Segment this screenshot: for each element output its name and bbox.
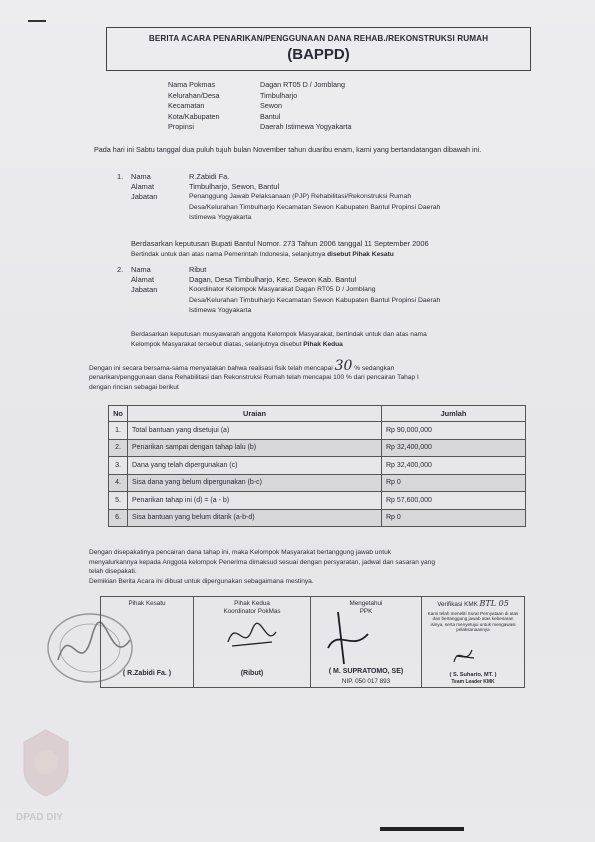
identity-value: Daerah Istimewa Yogyakarta [260, 122, 352, 132]
row-no: 6. [109, 509, 128, 527]
closing-line4: Demikian Berita Acara ini dibuat untuk dipergunakan sebagaimana mestinya. [89, 577, 314, 585]
row-jumlah: Rp 32,400,000 [382, 457, 526, 475]
identity-label: Kecamatan [168, 101, 205, 111]
table-row [109, 474, 526, 492]
kmk-note-line3: isinya, serta menyetujui untuk mengawasi [430, 621, 516, 627]
signature-party1-name: ( R.Zabidi Fa. ) [122, 670, 172, 677]
closing-line2: menyalurkannya kepada Anggota kelompok Penerima dimaksud sesuai dengan persyaratan, jadwal dan sasaran yang [89, 558, 436, 566]
statement-line2: penarikan/penggunaan dana Rehabilitasi dan Rekonstruksi Rumah telah mencapai 100 % dari pencairan Tahap I [89, 374, 419, 382]
header-acronym: (BAPPD) [287, 46, 350, 63]
identity-value: Dagan RT05 D / Jomblang [260, 80, 345, 89]
kmk-note-line2: dan bertanggung jawab atas kebenaran [432, 616, 514, 622]
scan-bar [380, 827, 464, 831]
funds-table [108, 405, 526, 527]
signature-ppk-nip: NIP. 050 017 893 [341, 678, 391, 685]
identity-row [168, 80, 352, 91]
party1-section [117, 172, 537, 223]
party1-role [131, 250, 531, 260]
row-uraian: Sisa bantuan yang belum ditarik (a-b-d) [128, 509, 382, 527]
statement-line1 [89, 358, 529, 374]
party1-number: 1. [117, 172, 124, 181]
identity-block [168, 80, 352, 133]
party2-basis [131, 330, 531, 350]
row-no: 5. [109, 492, 128, 510]
statement-text: Dengan ini secara bersama-sama menyatakan bahwa realisasi fisik telah mencapai [89, 365, 333, 372]
row-uraian: Penarikan sampai dengan tahap lalu (b) [128, 439, 382, 457]
col-header-jumlah: Jumlah [382, 406, 526, 422]
party2-basis-text: Kelompok Masyarakat tersebut diatas, selanjutnya disebut [131, 340, 304, 348]
handwritten-kmk-code: BTL 05 [479, 599, 509, 608]
row-no: 1. [109, 422, 128, 440]
row-uraian: Penarikan tahap ini (d) = (a - b) [128, 492, 382, 510]
closing-line1: Dengan disepakatinya pencairan dana tahap ini, maka Kelompok Masyarakat bertanggung jawab untuk [89, 549, 392, 556]
closing-line3: telah disepakati. [89, 568, 137, 576]
dpad-emblem-watermark [18, 726, 74, 798]
signature-kmk [422, 597, 524, 687]
row-no: 2. [109, 439, 128, 457]
party2-name: Ribut [189, 265, 207, 274]
signature-kmk-role: Team Leader KMK [451, 679, 495, 685]
identity-value: Sewon [260, 101, 282, 111]
signature-ppk-subtitle: PPK [359, 607, 373, 615]
statement-paragraph [89, 358, 529, 392]
statement-suffix: % sedangkan [354, 365, 395, 372]
signature-kmk-title-text: Verifikasi KMK [437, 601, 478, 608]
party2-position-line2: Desa/Kelurahan Timbulharjo Kecamatan Sewon Kabupaten Bantul Propinsi Daerah [189, 296, 441, 304]
table-header-row [109, 406, 526, 422]
row-jumlah: Rp 57,600,000 [382, 492, 526, 510]
col-header-no: No [109, 406, 128, 422]
handwritten-percentage: 30 [334, 358, 353, 374]
party1-name: R.Zabidi Fa. [189, 172, 230, 181]
row-jumlah: Rp 90,000,000 [382, 422, 526, 440]
row-jumlah: Rp 32,400,000 [382, 439, 526, 457]
identity-value: Bantul [260, 111, 281, 121]
signature-scribble-ppk [318, 608, 378, 668]
party2-basis-line1: Berdasarkan keputusan musyawarah anggota Kelompok Masyarakat, bertindak untuk dan atas nama [131, 331, 427, 338]
party1-position-line2: Desa/Kelurahan Timbulharjo Kecamatan Sewon Kabupaten Bantul Propinsi Daerah [189, 203, 441, 211]
party1-address-label: Alamat [131, 182, 155, 192]
signature-block [100, 596, 525, 688]
party1-position: Penanggung Jawab Pelaksanaan (PJP) Rehabilitasi/Rekonstruksi Rumah [189, 193, 412, 201]
row-jumlah: Rp 0 [382, 474, 526, 492]
signature-scribble-kmk [450, 644, 478, 668]
closing-paragraph [89, 548, 529, 586]
signature-ppk-title-text: Mengetahui [349, 600, 383, 607]
row-uraian: Sisa dana yang belum dipergunakan (b-c) [128, 474, 382, 492]
identity-row [168, 91, 352, 102]
party1-position-label: Jabatan [131, 192, 158, 202]
party1-address: Timbulharjo, Sewon, Bantul [189, 182, 280, 192]
statement-line3: dengan rincian sebagai berikut [89, 383, 179, 391]
row-jumlah: Rp 0 [382, 509, 526, 527]
party2-address: Dagan, Desa Timbulharjo, Kec. Sewon Kab. Bantul [189, 275, 357, 285]
signature-kmk-title [422, 600, 524, 609]
party1-position-line3: Istimewa Yogyakarta [189, 213, 252, 221]
identity-row [168, 122, 352, 133]
scan-mark [28, 20, 46, 22]
kmk-note-line1: Kami telah meneliti Surat Pernyataan di atas [427, 610, 519, 616]
identity-label: Kelurahan/Desa [168, 90, 220, 100]
party2-number: 2. [117, 265, 124, 274]
header-title: BERITA ACARA PENARIKAN/PENGGUNAAN DANA REHAB./REKONSTRUKSI RUMAH [148, 34, 489, 43]
identity-label: Kota/Kabupaten [168, 111, 220, 121]
kmk-note-line4: pelaksanaannya [456, 627, 490, 633]
signature-scribble-party2 [222, 612, 282, 658]
table-row [109, 509, 526, 527]
row-no: 4. [109, 474, 128, 492]
signature-party2-title-text: Pihak Kedua [234, 600, 270, 607]
pokmas-stamp [40, 600, 150, 690]
party2-basis-line2 [131, 340, 531, 350]
row-no: 3. [109, 457, 128, 475]
signature-kmk-note [422, 611, 524, 633]
signature-ppk-name: ( M. SUPRATOMO, SE) [328, 668, 404, 675]
party2-role-name: Pihak Kedua [303, 340, 343, 348]
identity-row [168, 112, 352, 123]
signature-party2-name: (Ribut) [240, 670, 264, 677]
document-header [106, 27, 531, 71]
party2-position: Koordinator Kelompok Masyarakat Dagan RT05 D / Jomblang [189, 286, 376, 294]
signature-party1-title: Pihak Kesatu [128, 600, 166, 607]
row-uraian: Dana yang telah dipergunakan (c) [128, 457, 382, 475]
signature-party2-subtitle: Koordinator PokMas [223, 607, 281, 615]
party1-role-text: Bertindak untuk dan atas nama Pemerintah Indonesia, selanjutnya [131, 251, 328, 258]
table-row [109, 492, 526, 510]
party2-name-label: Nama [131, 265, 151, 274]
party2-section [117, 265, 537, 316]
identity-row [168, 101, 352, 112]
table-row [109, 422, 526, 440]
identity-label: Propinsi [168, 122, 194, 132]
row-uraian: Total bantuan yang disetujui (a) [128, 422, 382, 440]
party1-basis: Berdasarkan keputusan Bupati Bantul Nomor. 273 Tahun 2006 tanggal 11 September 2006 [131, 239, 429, 248]
col-header-uraian: Uraian [128, 406, 382, 422]
table-row [109, 439, 526, 457]
table-row [109, 457, 526, 475]
party2-position-line3: Istimewa Yogyakarta [189, 306, 252, 314]
archive-watermark: DPAD DIY [16, 812, 64, 823]
party2-address-label: Alamat [131, 275, 155, 285]
party1-name-label: Nama [131, 172, 151, 181]
signature-kmk-name: ( S. Suharto, MT. ) [449, 672, 497, 678]
identity-label: Nama Pokmas [168, 80, 216, 89]
party2-position-label: Jabatan [131, 285, 158, 295]
party1-role-name: disebut Pihak Kesatu [327, 251, 394, 258]
identity-value: Timbulharjo [260, 90, 298, 100]
intro-paragraph: Pada hari ini Sabtu tanggal dua puluh tujuh bulan November tahun duaribu enam, kami yang bertandatangan dibawah ini. [94, 145, 482, 154]
